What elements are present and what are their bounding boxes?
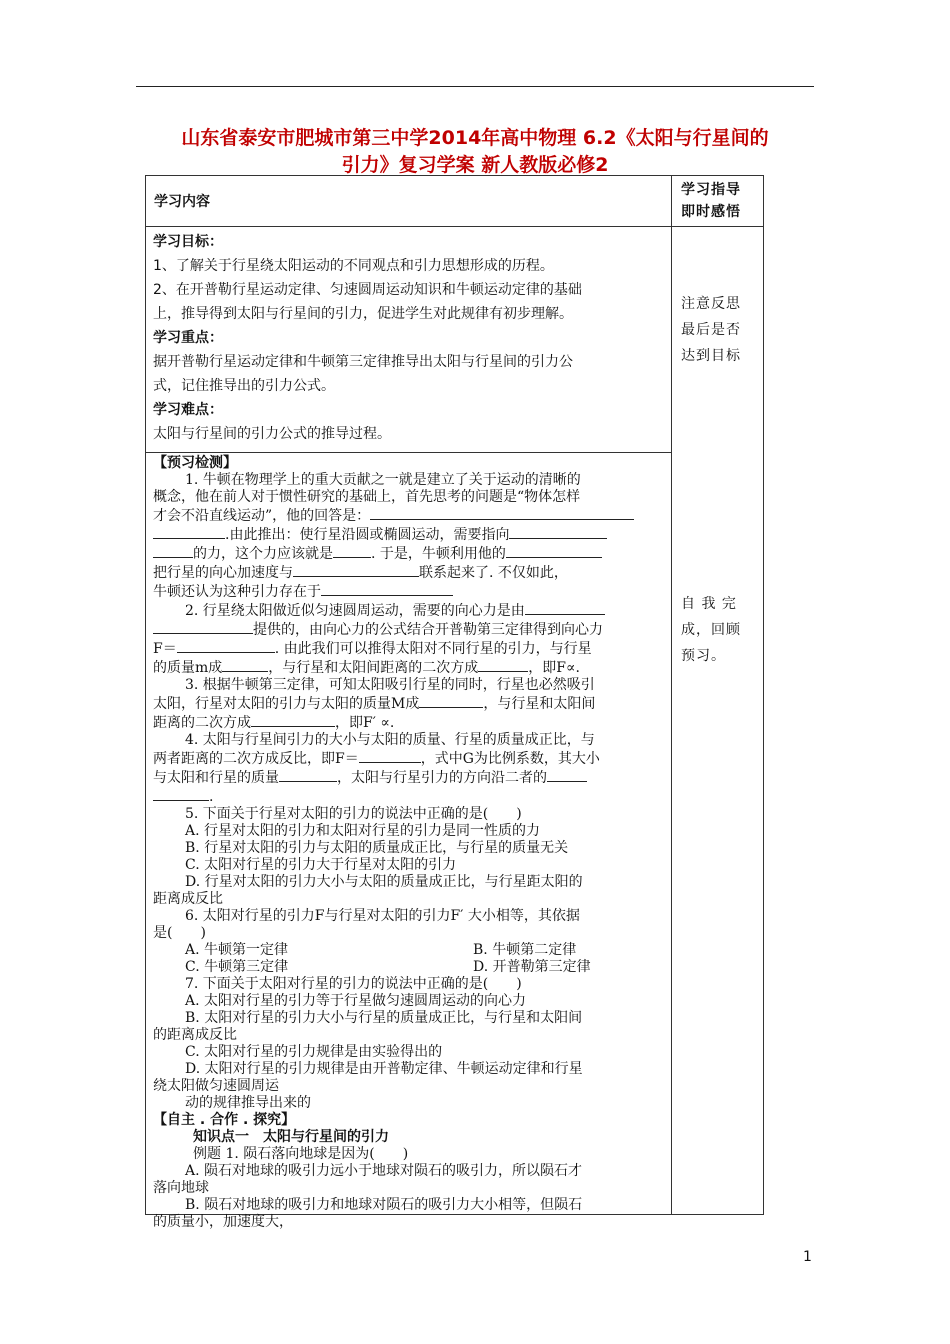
q7-option-c: C. 太阳对行星的引力规律是由实验得出的: [185, 1044, 443, 1060]
knowledge-point-1: 知识点一 太阳与行星间的引力: [193, 1129, 389, 1145]
guidance-column: [671, 226, 764, 1215]
q2-line-1: 2. 行星绕太阳做近似匀速圆周运动，需要的向心力是由: [153, 601, 665, 620]
reflection-note-line-1: 注意反思: [681, 296, 741, 312]
q7-option-d-2: 绕太阳做匀速圆周运: [153, 1078, 279, 1094]
example-1-option-b-1: B. 陨石对地球的吸引力和地球对陨石的吸引力大小相等，但陨石: [185, 1197, 583, 1213]
self-study-note-line-1: 自 我 完: [681, 596, 737, 612]
focus-b: 式，记住推导出的引力公式。: [153, 378, 335, 394]
page-number: 1: [803, 1249, 812, 1265]
self-study-note-line-3: 预习。: [681, 648, 726, 664]
reflection-note: [681, 291, 757, 369]
header-guidance-line-1: 学习指导: [681, 182, 741, 198]
q4-line-3: 与太阳和行星的质量 ，太阳与行星引力的方向沿二者的: [153, 768, 665, 787]
q3-line-2: 太阳，行星对太阳的引力与太阳的质量M成 ，与行星和太阳间: [153, 696, 596, 712]
q1-line-2: 概念，他在前人对于惯性研究的基础上，首先思考的问题是“物体怎样: [153, 489, 581, 505]
q5-stem: 5. 下面关于行星对太阳的引力的说法中正确的是( ): [185, 806, 522, 822]
title-line-1: 山东省泰安市肥城市第三中学2014年高中物理 6.2《太阳与行星间的: [181, 127, 769, 149]
self-study-note-line-2: 成，回顾: [681, 622, 741, 638]
header-rule: [136, 86, 814, 87]
q2-line-3: F＝ . 由此我们可以推得太阳对不同行星的引力，与行星: [153, 641, 592, 657]
explore-heading: 【自主 . 合作 . 探究】: [153, 1112, 296, 1128]
goal-2b: 上，推导得到太阳与行星间的引力，促进学生对此规律有初步理解。: [153, 306, 573, 322]
q1-line-6: 把行星的向心加速度与 联系起来了. 不仅如此，: [153, 565, 568, 581]
q1-line-3: 才会不沿直线运动”，他的回答是：: [153, 506, 665, 525]
goal-heading: 学习目标：: [153, 234, 223, 250]
self-study-note: [681, 591, 757, 669]
q6-options-ab: [153, 942, 665, 959]
q3-line-3: 距离的二次方成 ，即F′ ∝.: [153, 715, 395, 731]
q5-option-a: A. 行星对太阳的引力和太阳对行星的引力是同一性质的力: [185, 823, 541, 839]
q1-line-4: .由此推出：使行星沿圆或椭圆运动，需要指向: [153, 525, 665, 544]
q5-option-b: B. 行星对太阳的引力与太阳的质量成正比，与行星的质量无关: [185, 840, 569, 856]
header-content-label: 学习内容: [154, 194, 210, 210]
preview-heading: 【预习检测】: [153, 455, 237, 471]
q2-line-4: 的质量m成 ，与行星和太阳间距离的二次方成 ，即F∝.: [153, 660, 580, 676]
q4-line-1: 4. 太阳与行星间引力的大小与太阳的质量、行星的质量成正比，与: [185, 732, 595, 748]
q7-option-b-1: B. 太阳对行星的引力大小与行星的质量成正比，与行星和太阳间: [185, 1010, 583, 1026]
q6-option-a: A. 牛顿第一定律: [185, 942, 289, 958]
q1-line-1: 1. 牛顿在物理学上的重大贡献之一就是建立了关于运动的清晰的: [185, 472, 581, 488]
q7-option-d-1: D. 太阳对行星的引力规律是由开普勒定律、牛顿运动定律和行星: [185, 1061, 583, 1077]
table-header-guidance: [671, 175, 764, 227]
difficulty-heading: 学习难点：: [153, 402, 223, 418]
q7-option-b-2: 的距离成反比: [153, 1027, 237, 1043]
q4-line-4: .: [153, 787, 665, 806]
example-1-option-a-1: A. 陨石对地球的吸引力远小于地球对陨石的吸引力，所以陨石才: [185, 1163, 583, 1179]
example-1-option-b-2: 的质量小，加速度大，: [153, 1214, 293, 1230]
q6-option-c: C. 牛顿第三定律: [185, 959, 289, 975]
q3-line-1: 3. 根据牛顿第三定律，可知太阳吸引行星的同时，行星也必然吸引: [185, 677, 595, 693]
q6-line-1: 6. 太阳对行星的引力F与行星对太阳的引力F′ 大小相等，其依据: [185, 908, 580, 924]
difficulty-text: 太阳与行星间的引力公式的推导过程。: [153, 426, 391, 442]
q6-option-b: B. 牛顿第二定律: [473, 942, 577, 958]
example-1-option-a-2: 落向地球: [153, 1180, 209, 1196]
q1-line-7: 牛顿还认为这种引力存在于: [153, 582, 665, 601]
q5-option-d-2: 距离成反比: [153, 891, 223, 907]
q7-option-d-3: 动的规律推导出来的: [185, 1095, 311, 1111]
q6-line-2: 是( ): [153, 925, 206, 941]
q6-options-cd: [153, 959, 665, 976]
table-header-content: [145, 175, 672, 227]
goal-1: 1、了解关于行星绕太阳运动的不同观点和引力思想形成的历程。: [153, 258, 554, 274]
header-guidance-line-2: 即时感悟: [681, 204, 741, 220]
q7-stem: 7. 下面关于太阳对行星的引力的说法中正确的是( ): [185, 976, 522, 992]
q5-option-c: C. 太阳对行星的引力大于行星对太阳的引力: [185, 857, 457, 873]
q2-line-2: 提供的，由向心力的公式结合开普勒第三定律得到向心力: [153, 620, 665, 639]
q5-option-d-1: D. 行星对太阳的引力大小与太阳的质量成正比，与行星距太阳的: [185, 874, 583, 890]
focus-a: 据开普勒行星运动定律和牛顿第三定律推导出太阳与行星间的引力公: [153, 354, 573, 370]
title-line-2: 引力》复习学案 新人教版必修2: [341, 154, 609, 176]
goal-2a: 2、在开普勒行星运动定律、匀速圆周运动知识和牛顿运动定律的基础: [153, 282, 582, 298]
reflection-note-line-3: 达到目标: [681, 348, 741, 364]
objectives-cell: [145, 226, 672, 453]
document-title: [130, 125, 820, 179]
example-1-stem: 例题 1. 陨石落向地球是因为( ): [193, 1146, 409, 1162]
exercise-cell: [145, 452, 672, 1230]
q7-option-a: A. 太阳对行星的引力等于行星做匀速圆周运动的向心力: [185, 993, 527, 1009]
q4-line-2: 两者距离的二次方成反比，即F＝ ，式中G为比例系数，其大小: [153, 751, 600, 767]
q1-line-5: 的力，这个力应该就是 . 于是，牛顿利用他的: [153, 544, 665, 563]
q6-option-d: D. 开普勒第三定律: [473, 959, 591, 975]
reflection-note-line-2: 最后是否: [681, 322, 741, 338]
focus-heading: 学习重点：: [153, 330, 223, 346]
